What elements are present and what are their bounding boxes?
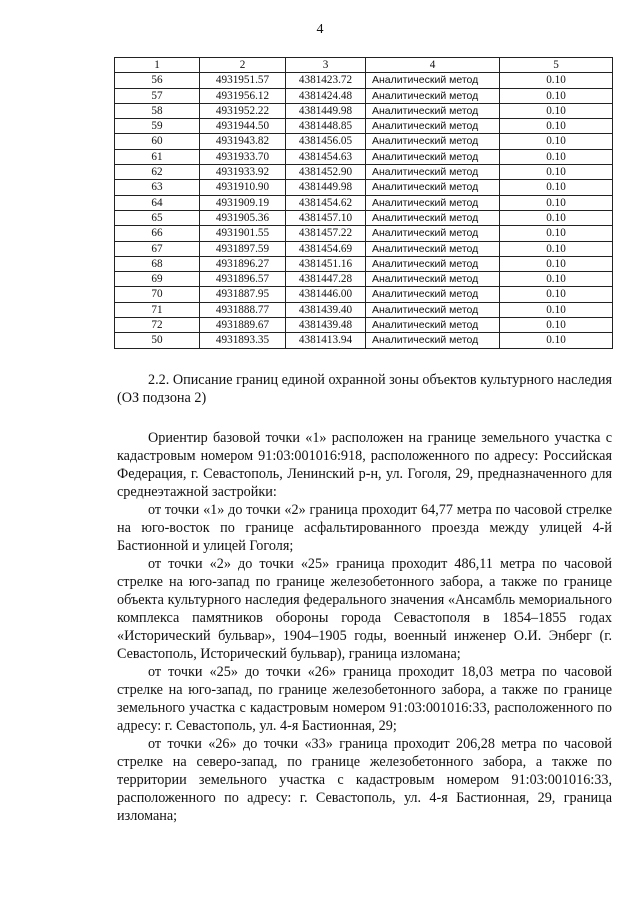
table-cell: 64 xyxy=(115,195,200,210)
table-cell: 70 xyxy=(115,287,200,302)
table-cell: 4381451.16 xyxy=(286,256,366,271)
table-cell: 4381446.00 xyxy=(286,287,366,302)
table-cell: 0.10 xyxy=(500,287,613,302)
paragraph: от точки «25» до точки «26» граница проходит 18,03 метра по часовой стрелке на юго-запад, по границе железобетонного забора, а также по границе земельного участка с кадастровым номером 91:03:001016:33, расположенного по адресу: г. Севастополь, ул. 4-я Бастионная, 29; xyxy=(117,664,612,734)
table-cell: 66 xyxy=(115,226,200,241)
table-row xyxy=(115,226,613,241)
table-cell: 4931901.55 xyxy=(200,226,286,241)
column-header: 1 xyxy=(115,58,200,73)
table-cell: 0.10 xyxy=(500,73,613,88)
coordinates-table xyxy=(114,57,613,349)
table-cell: Аналитический метод xyxy=(366,180,500,195)
table-cell: 59 xyxy=(115,119,200,134)
table-row xyxy=(115,195,613,210)
table-cell: 4381448.85 xyxy=(286,119,366,134)
table-body xyxy=(115,73,613,348)
table-cell: Аналитический метод xyxy=(366,241,500,256)
table-cell: 4381457.22 xyxy=(286,226,366,241)
table-cell: 0.10 xyxy=(500,333,613,348)
column-header: 5 xyxy=(500,58,613,73)
table-cell: Аналитический метод xyxy=(366,226,500,241)
table-cell: Аналитический метод xyxy=(366,149,500,164)
table-cell: 68 xyxy=(115,256,200,271)
table-row xyxy=(115,210,613,225)
table-row xyxy=(115,180,613,195)
paragraph: от точки «26» до точки «33» граница проходит 206,28 метра по часовой стрелке на северо-запад, по границе железобетонного забора, а также по территории земельного участка с кадастровым номером 91:03:001016:33, расположенного по адресу: г. Севастополь, ул. 4-я Бастионная, 29, граница изломана; xyxy=(117,736,612,824)
table-cell: Аналитический метод xyxy=(366,287,500,302)
table-cell: 57 xyxy=(115,88,200,103)
table-row xyxy=(115,88,613,103)
paragraph: от точки «1» до точки «2» граница проходит 64,77 метра по часовой стрелке на юго-восток по границе асфальтированного проезда между улицей 4-й Бастионной и улицей Гоголя; xyxy=(117,502,612,554)
table-cell: 65 xyxy=(115,210,200,225)
table-row xyxy=(115,103,613,118)
table-cell: Аналитический метод xyxy=(366,165,500,180)
table-cell: 4381449.98 xyxy=(286,103,366,118)
table-cell: 71 xyxy=(115,302,200,317)
table-cell: Аналитический метод xyxy=(366,73,500,88)
column-header: 3 xyxy=(286,58,366,73)
table-cell: Аналитический метод xyxy=(366,318,500,333)
table-cell: 4381456.05 xyxy=(286,134,366,149)
table-cell: Аналитический метод xyxy=(366,195,500,210)
table-cell: 4931888.77 xyxy=(200,302,286,317)
table-cell: 4381423.72 xyxy=(286,73,366,88)
table-cell: 4931933.92 xyxy=(200,165,286,180)
table-cell: 61 xyxy=(115,149,200,164)
section-body xyxy=(117,429,612,825)
table-cell: Аналитический метод xyxy=(366,302,500,317)
table-cell: 0.10 xyxy=(500,88,613,103)
table-cell: 60 xyxy=(115,134,200,149)
table-row xyxy=(115,333,613,348)
column-header: 2 xyxy=(200,58,286,73)
table-cell: Аналитический метод xyxy=(366,272,500,287)
table-cell: Аналитический метод xyxy=(366,134,500,149)
table-cell: Аналитический метод xyxy=(366,333,500,348)
table-cell: 0.10 xyxy=(500,119,613,134)
table-cell: 4381452.90 xyxy=(286,165,366,180)
table-cell: 4381454.63 xyxy=(286,149,366,164)
table-cell: 4381457.10 xyxy=(286,210,366,225)
table-cell: 4931896.57 xyxy=(200,272,286,287)
column-header: 4 xyxy=(366,58,500,73)
table-cell: 0.10 xyxy=(500,256,613,271)
table-cell: 0.10 xyxy=(500,302,613,317)
table-cell: 56 xyxy=(115,73,200,88)
table-cell: Аналитический метод xyxy=(366,256,500,271)
table-cell: 0.10 xyxy=(500,226,613,241)
table-cell: 4381439.40 xyxy=(286,302,366,317)
table-cell: 69 xyxy=(115,272,200,287)
table-row xyxy=(115,256,613,271)
table-row xyxy=(115,287,613,302)
table-row xyxy=(115,302,613,317)
table-cell: 0.10 xyxy=(500,210,613,225)
table-cell: 4931944.50 xyxy=(200,119,286,134)
table-cell: 58 xyxy=(115,103,200,118)
table-cell: Аналитический метод xyxy=(366,103,500,118)
table-cell: 4381424.48 xyxy=(286,88,366,103)
table-row xyxy=(115,73,613,88)
table-row xyxy=(115,272,613,287)
table-cell: 72 xyxy=(115,318,200,333)
table-cell: 4931887.95 xyxy=(200,287,286,302)
table-header-row xyxy=(115,58,613,73)
table-cell: Аналитический метод xyxy=(366,119,500,134)
table-cell: 4381454.69 xyxy=(286,241,366,256)
table-row xyxy=(115,318,613,333)
table-cell: 63 xyxy=(115,180,200,195)
page-number: 4 xyxy=(316,22,324,37)
table-cell: 4931897.59 xyxy=(200,241,286,256)
table-row xyxy=(115,149,613,164)
table-cell: 4381454.62 xyxy=(286,195,366,210)
table-cell: 4931893.35 xyxy=(200,333,286,348)
table-cell: 0.10 xyxy=(500,195,613,210)
section-heading-block xyxy=(117,371,612,407)
table-cell: 0.10 xyxy=(500,165,613,180)
paragraph: от точки «2» до точки «25» граница проходит 486,11 метра по часовой стрелке на юго-запад по границе железобетонного забора, а также по границе объекта культурного наследия федерального значения «Ансамбль мемориального комплекса памятников обороны города Севастополя в 1854–1855 годах «Исторический бульвар», 1904–1905 годы, военный инженер О.И. Энберг (г. Севастополь, Исторический бульвар), граница изломана; xyxy=(117,556,612,662)
table-cell: 4931956.12 xyxy=(200,88,286,103)
table-cell: 0.10 xyxy=(500,134,613,149)
table-cell: 4931905.36 xyxy=(200,210,286,225)
table-cell: 4931951.57 xyxy=(200,73,286,88)
table-cell: 67 xyxy=(115,241,200,256)
table-cell: 4381449.98 xyxy=(286,180,366,195)
table-row xyxy=(115,165,613,180)
table-cell: 4931933.70 xyxy=(200,149,286,164)
table-cell: 4381439.48 xyxy=(286,318,366,333)
table-cell: 0.10 xyxy=(500,180,613,195)
table-row xyxy=(115,134,613,149)
table-cell: 4931889.67 xyxy=(200,318,286,333)
table-cell: 4381447.28 xyxy=(286,272,366,287)
table-cell: 4931952.22 xyxy=(200,103,286,118)
table-row xyxy=(115,119,613,134)
table-cell: 62 xyxy=(115,165,200,180)
paragraph: Ориентир базовой точки «1» расположен на границе земельного участка с кадастровым номером 91:03:001016:918, расположенного по адресу: Российская Федерация, г. Севастополь, Ленинский р-н, ул. Гоголя, 29, предназначенного для среднеэтажной застройки: xyxy=(117,430,612,500)
table-cell: 50 xyxy=(115,333,200,348)
table-cell: 4931909.19 xyxy=(200,195,286,210)
table-cell: 4381413.94 xyxy=(286,333,366,348)
table-cell: Аналитический метод xyxy=(366,88,500,103)
table-cell: Аналитический метод xyxy=(366,210,500,225)
table-cell: 0.10 xyxy=(500,103,613,118)
table-cell: 0.10 xyxy=(500,149,613,164)
table-cell: 0.10 xyxy=(500,272,613,287)
section-heading: 2.2. Описание границ единой охранной зоны объектов культурного наследия (ОЗ подзона 2) xyxy=(117,372,612,406)
table-cell: 0.10 xyxy=(500,241,613,256)
table-row xyxy=(115,241,613,256)
table-cell: 4931943.82 xyxy=(200,134,286,149)
table-cell: 4931910.90 xyxy=(200,180,286,195)
table-cell: 4931896.27 xyxy=(200,256,286,271)
table-cell: 0.10 xyxy=(500,318,613,333)
